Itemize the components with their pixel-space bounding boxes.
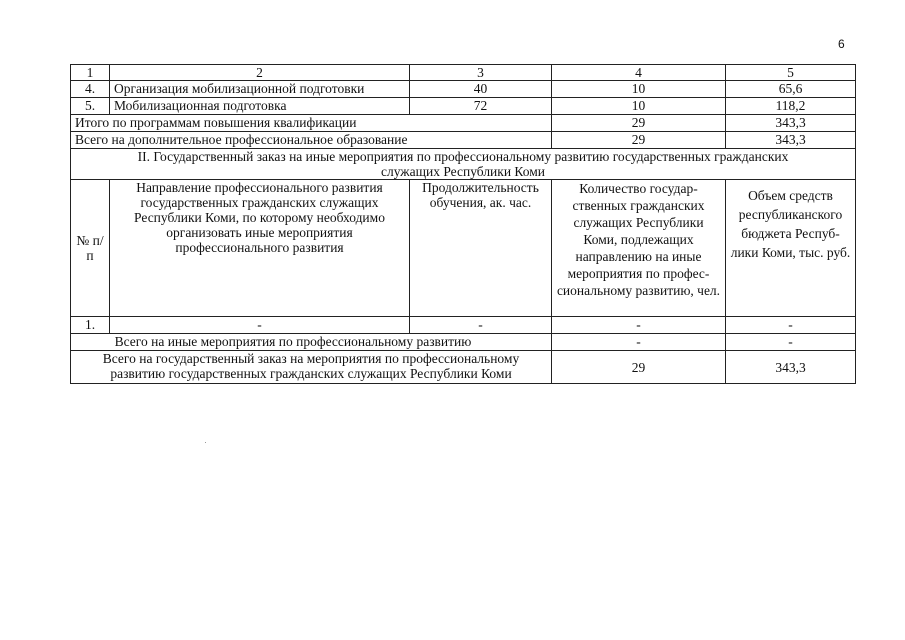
section-title-row [71,149,856,180]
row-people: - [552,317,726,334]
grand-total-label: Всего на государственный заказ на мероприятия по профессиональному развитию государственных гражданских служащих Республики Коми [71,351,552,384]
header-duration: Продолжительность обучения, ак. час. [410,180,552,317]
total-additional-money: 343,3 [726,132,856,149]
row-money: 65,6 [726,81,856,98]
total-other-row [71,334,856,351]
total-qualification-people: 29 [552,115,726,132]
header-direction: Направление профессионального развития государственных гражданских служащих Республики Коми, по которому необходимо организовать иные мероприятия профессионального развития [110,180,410,317]
total-qualification-row [71,115,856,132]
total-other-money: - [726,334,856,351]
row-name: Мобилизационная подготовка [110,98,410,115]
grand-total-row [71,351,856,384]
row-name: - [110,317,410,334]
row-name: Организация мобилизационной подготовки [110,81,410,98]
header-count: Количество государ-ственных гражданских служащих Республики Коми, подлежащих направлению на иные мероприятия по профес-сиональному развитию, чел. [552,180,726,317]
row-money: - [726,317,856,334]
table-row [71,98,856,115]
column-number-row [71,65,856,81]
col-number-1: 1 [71,65,110,81]
row-people: 10 [552,81,726,98]
page-number: 6 [838,37,845,51]
total-qualification-money: 343,3 [726,115,856,132]
row-num: 4. [71,81,110,98]
total-qualification-label: Итого по программам повышения квалификации [71,115,552,132]
row-hours: 72 [410,98,552,115]
col-number-3: 3 [410,65,552,81]
col-number-2: 2 [110,65,410,81]
total-other-people: - [552,334,726,351]
row-money: 118,2 [726,98,856,115]
header-num: № п/п [71,180,110,317]
col-number-5: 5 [726,65,856,81]
total-additional-people: 29 [552,132,726,149]
row-num: 5. [71,98,110,115]
state-order-table [70,64,856,384]
col-number-4: 4 [552,65,726,81]
section-title: II. Государственный заказ на иные мероприятия по профессиональному развитию государственных гражданских служащих Республики Коми [71,149,856,180]
row-num: 1. [71,317,110,334]
section2-header-row [71,180,856,317]
total-additional-label: Всего на дополнительное профессиональное образование [71,132,552,149]
row-hours: 40 [410,81,552,98]
total-additional-row [71,132,856,149]
grand-total-money: 343,3 [726,351,856,384]
grand-total-people: 29 [552,351,726,384]
scan-speck [205,442,206,443]
row-hours: - [410,317,552,334]
header-volume: Объем средств республиканского бюджета Респуб-лики Коми, тыс. руб. [726,180,856,317]
table-row [71,81,856,98]
total-other-label: Всего на иные мероприятия по профессиональному развитию [71,334,552,351]
table-row [71,317,856,334]
row-people: 10 [552,98,726,115]
